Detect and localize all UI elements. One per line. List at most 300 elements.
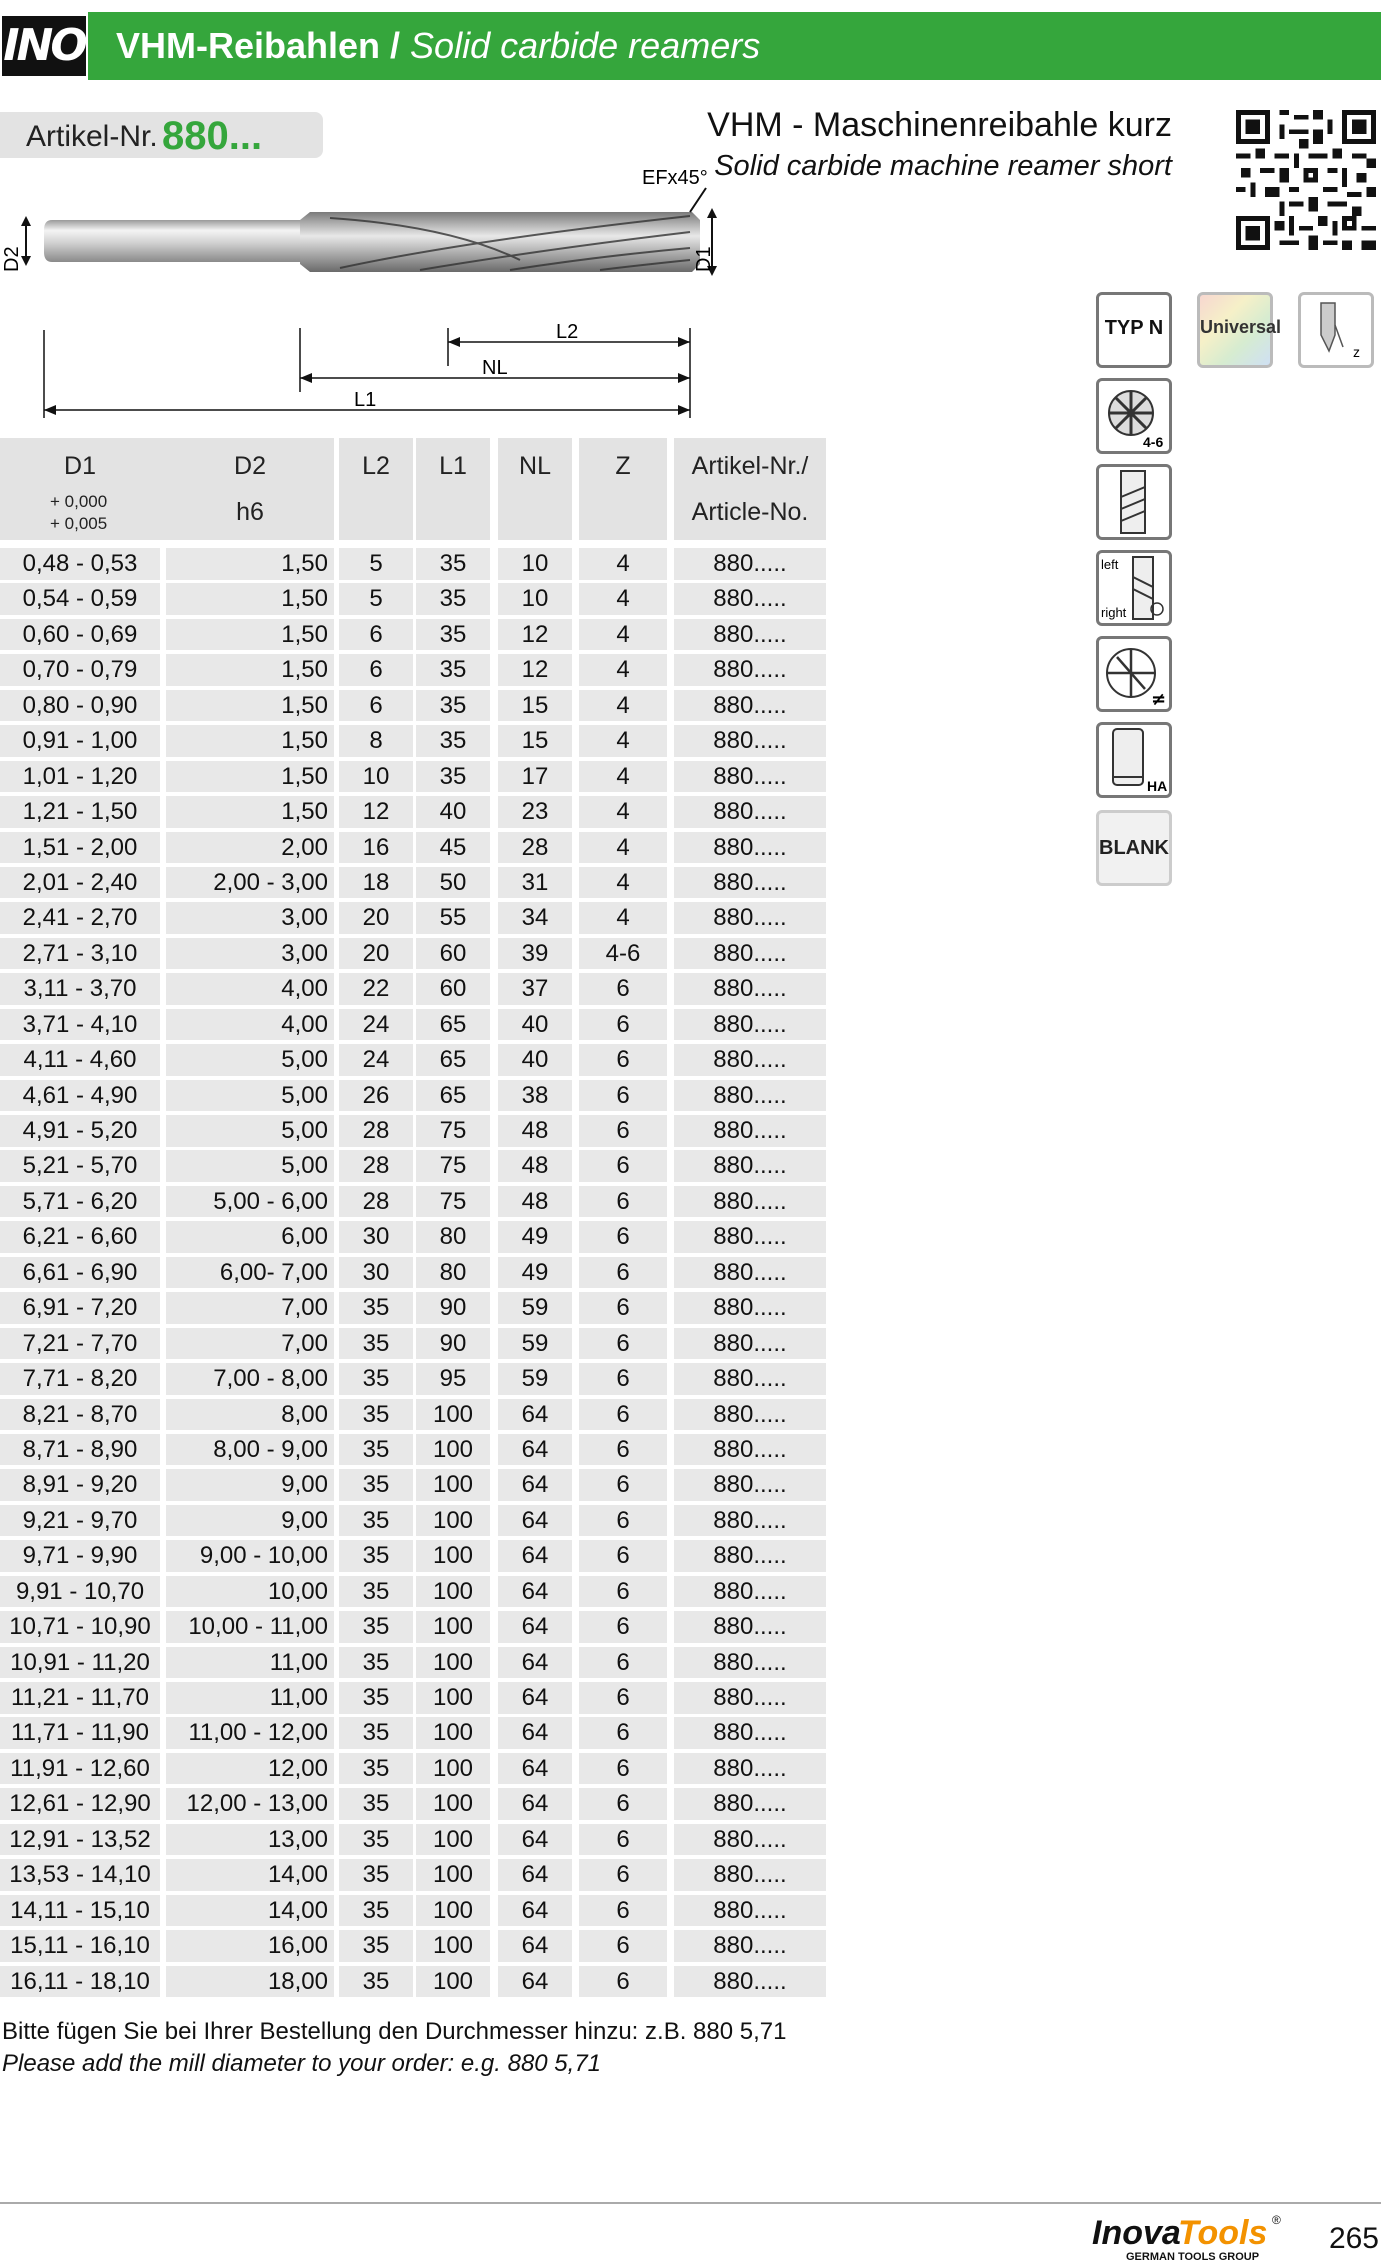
cell-d2: 9,00 [166, 1505, 334, 1537]
cell-d2: 4,00 [166, 973, 334, 1005]
cell-z: 4 [579, 725, 667, 757]
cell-article: 880..... [674, 832, 826, 864]
cell-d1: 0,60 - 0,69 [0, 619, 160, 651]
cell-l1: 90 [416, 1292, 490, 1324]
cell-d2: 14,00 [166, 1859, 334, 1891]
cell-l1: 50 [416, 867, 490, 899]
cell-l1: 65 [416, 1044, 490, 1076]
cell-d1: 9,71 - 9,90 [0, 1540, 160, 1572]
header-z-cell [579, 438, 667, 540]
table-row [0, 1538, 830, 1573]
cell-d1: 0,91 - 1,00 [0, 725, 160, 757]
cell-l1: 100 [416, 1717, 490, 1749]
cell-d2: 4,00 [166, 1009, 334, 1041]
cell-l1: 75 [416, 1186, 490, 1218]
product-title-en: Solid carbide machine reamer short [714, 150, 1172, 182]
cell-article: 880..... [674, 690, 826, 722]
cell-l2: 35 [339, 1682, 413, 1714]
cell-nl: 64 [498, 1540, 572, 1572]
cell-d2: 6,00- 7,00 [166, 1257, 334, 1289]
cell-article: 880..... [674, 938, 826, 970]
cell-article: 880..... [674, 1682, 826, 1714]
cell-l1: 90 [416, 1328, 490, 1360]
header-l2-cell [339, 438, 413, 540]
table-row [0, 1078, 830, 1113]
cell-d1: 3,71 - 4,10 [0, 1009, 160, 1041]
cell-z: 6 [579, 1328, 667, 1360]
header-d1-tol-lower: + 0,005 [50, 514, 108, 533]
cell-z: 6 [579, 1753, 667, 1785]
cell-l2: 18 [339, 867, 413, 899]
cell-d1: 6,91 - 7,20 [0, 1292, 160, 1324]
brand-main: Inova [1092, 2214, 1181, 2252]
l2-arrow-left [448, 337, 460, 347]
cell-nl: 64 [498, 1469, 572, 1501]
cell-d1: 0,70 - 0,79 [0, 654, 160, 686]
cell-l2: 20 [339, 938, 413, 970]
cell-article: 880..... [674, 1753, 826, 1785]
table-row [0, 971, 830, 1006]
cell-z: 6 [579, 1115, 667, 1147]
cell-article: 880..... [674, 1895, 826, 1927]
table-row [0, 1467, 830, 1502]
unequal-spacing-graphic [1099, 639, 1169, 709]
shank-shape [44, 220, 300, 262]
cell-article: 880..... [674, 1576, 826, 1608]
table-row [0, 759, 830, 794]
cell-article: 880..... [674, 1399, 826, 1431]
table-row [0, 546, 830, 581]
table-row [0, 1893, 830, 1928]
cell-article: 880..... [674, 761, 826, 793]
cell-l1: 80 [416, 1257, 490, 1289]
cell-l2: 35 [339, 1469, 413, 1501]
article-number: 880... [162, 114, 263, 158]
cell-nl: 34 [498, 902, 572, 934]
cell-d1: 8,91 - 9,20 [0, 1469, 160, 1501]
cell-l2: 16 [339, 832, 413, 864]
cell-z: 6 [579, 1434, 667, 1466]
cell-l2: 10 [339, 761, 413, 793]
cell-d2: 1,50 [166, 725, 334, 757]
cell-z: 6 [579, 1044, 667, 1076]
cell-l2: 35 [339, 1611, 413, 1643]
cell-d1: 10,91 - 11,20 [0, 1647, 160, 1679]
shank-ha-icon [1096, 722, 1172, 798]
cell-l2: 24 [339, 1009, 413, 1041]
cell-z: 6 [579, 1682, 667, 1714]
cell-l2: 8 [339, 725, 413, 757]
cell-d1: 4,61 - 4,90 [0, 1080, 160, 1112]
left-right-graphic [1099, 553, 1169, 623]
shank-ha-graphic [1099, 725, 1169, 795]
cell-l2: 28 [339, 1186, 413, 1218]
cell-d2: 1,50 [166, 761, 334, 793]
cell-z: 6 [579, 1788, 667, 1820]
cell-d1: 8,21 - 8,70 [0, 1399, 160, 1431]
header-l1-cell [416, 438, 490, 540]
nl-label: NL [482, 357, 508, 379]
cell-d2: 5,00 [166, 1150, 334, 1182]
cell-article: 880..... [674, 1150, 826, 1182]
table-row [0, 688, 830, 723]
cell-nl: 40 [498, 1009, 572, 1041]
cell-article: 880..... [674, 796, 826, 828]
cell-z: 4 [579, 548, 667, 580]
cell-z: 4 [579, 619, 667, 651]
l2-label: L2 [556, 321, 579, 343]
cell-article: 880..... [674, 1717, 826, 1749]
cell-z: 6 [579, 1895, 667, 1927]
cell-z: 6 [579, 1647, 667, 1679]
cell-z: 6 [579, 1080, 667, 1112]
cell-d2: 8,00 - 9,00 [166, 1434, 334, 1466]
cell-d1: 2,41 - 2,70 [0, 902, 160, 934]
table-row [0, 1255, 830, 1290]
cell-article: 880..... [674, 1044, 826, 1076]
cell-z: 4 [579, 583, 667, 615]
cell-article: 880..... [674, 1292, 826, 1324]
cell-l1: 100 [416, 1469, 490, 1501]
cell-l1: 40 [416, 796, 490, 828]
footer-divider [0, 2202, 1381, 2204]
header-z: Z [615, 452, 631, 480]
cell-article: 880..... [674, 1540, 826, 1572]
table-row [0, 1786, 830, 1821]
table-row [0, 1361, 830, 1396]
cell-l1: 60 [416, 973, 490, 1005]
d1-arrow-top [707, 208, 717, 218]
cell-d2: 3,00 [166, 902, 334, 934]
cell-d1: 9,91 - 10,70 [0, 1576, 160, 1608]
cell-nl: 49 [498, 1221, 572, 1253]
cell-d2: 5,00 - 6,00 [166, 1186, 334, 1218]
blank-label: BLANK [1099, 837, 1169, 859]
cell-l1: 100 [416, 1753, 490, 1785]
cell-l2: 6 [339, 690, 413, 722]
order-note-en: Please add the mill diameter to your order: e.g. 880 5,71 [2, 2050, 602, 2077]
table-row [0, 1680, 830, 1715]
title-separator: / [380, 25, 411, 66]
cell-d1: 12,61 - 12,90 [0, 1788, 160, 1820]
cell-z: 6 [579, 1540, 667, 1572]
cell-nl: 10 [498, 583, 572, 615]
cell-z: 6 [579, 1505, 667, 1537]
cell-d2: 1,50 [166, 548, 334, 580]
cell-d1: 10,71 - 10,90 [0, 1611, 160, 1643]
article-number-badge [0, 112, 323, 158]
cell-nl: 64 [498, 1824, 572, 1856]
table-row [0, 1928, 830, 1963]
cell-z: 6 [579, 1966, 667, 1998]
table-row [0, 1609, 830, 1644]
table-row [0, 1113, 830, 1148]
universal-label: Universal [1200, 317, 1282, 337]
cell-d2: 2,00 [166, 832, 334, 864]
table-row [0, 865, 830, 900]
table-row [0, 1042, 830, 1077]
cell-l2: 35 [339, 1930, 413, 1962]
cell-nl: 48 [498, 1150, 572, 1182]
cell-l2: 35 [339, 1753, 413, 1785]
cell-nl: 64 [498, 1717, 572, 1749]
cell-l2: 35 [339, 1399, 413, 1431]
cell-nl: 10 [498, 548, 572, 580]
spiral-flute-graphic [1099, 467, 1169, 537]
header-article-en: Article-No. [691, 498, 809, 526]
table-row [0, 1857, 830, 1892]
cell-d2: 18,00 [166, 1966, 334, 1998]
cell-nl: 37 [498, 973, 572, 1005]
header-nl-cell [498, 438, 572, 540]
brand-accent: Tools [1178, 2214, 1268, 2252]
ino-logo-text: INO [2, 16, 86, 76]
cell-article: 880..... [674, 1930, 826, 1962]
cell-z: 6 [579, 1257, 667, 1289]
cell-l2: 28 [339, 1150, 413, 1182]
cell-d1: 4,11 - 4,60 [0, 1044, 160, 1076]
cell-l2: 35 [339, 1434, 413, 1466]
cell-d2: 5,00 [166, 1044, 334, 1076]
dimensions-table [0, 438, 830, 1999]
cell-l2: 20 [339, 902, 413, 934]
cell-l1: 65 [416, 1080, 490, 1112]
cell-l2: 35 [339, 1859, 413, 1891]
cell-z: 4 [579, 867, 667, 899]
cell-d1: 2,01 - 2,40 [0, 867, 160, 899]
nl-arrow-right [678, 373, 690, 383]
typ-n-label: TYP N [1104, 317, 1164, 339]
cell-nl: 64 [498, 1576, 572, 1608]
cell-z: 6 [579, 1930, 667, 1962]
table-row [0, 1645, 830, 1680]
cell-l2: 35 [339, 1292, 413, 1324]
page-title [116, 12, 760, 80]
cell-d2: 9,00 [166, 1469, 334, 1501]
cell-l2: 12 [339, 796, 413, 828]
cell-z: 6 [579, 1576, 667, 1608]
cell-l1: 100 [416, 1576, 490, 1608]
table-row [0, 1219, 830, 1254]
cell-nl: 64 [498, 1505, 572, 1537]
table-row [0, 936, 830, 971]
table-row [0, 1397, 830, 1432]
title-de: VHM-Reibahlen [116, 25, 381, 66]
cell-d1: 7,71 - 8,20 [0, 1363, 160, 1395]
table-row [0, 1290, 830, 1325]
header-article-de: Artikel-Nr./ [691, 452, 809, 480]
cell-d2: 13,00 [166, 1824, 334, 1856]
cell-d2: 11,00 - 12,00 [166, 1717, 334, 1749]
cell-d2: 14,00 [166, 1895, 334, 1927]
cell-l1: 100 [416, 1399, 490, 1431]
cell-nl: 15 [498, 690, 572, 722]
cell-l1: 35 [416, 654, 490, 686]
cell-article: 880..... [674, 902, 826, 934]
cell-l2: 35 [339, 1647, 413, 1679]
cell-d1: 15,11 - 16,10 [0, 1930, 160, 1962]
title-en: Solid carbide reamers [410, 25, 761, 66]
cell-article: 880..... [674, 1788, 826, 1820]
cell-article: 880..... [674, 1080, 826, 1112]
header-d1-d2 [0, 438, 334, 540]
cell-l1: 100 [416, 1824, 490, 1856]
typ-n-icon [1096, 292, 1172, 368]
cell-nl: 59 [498, 1328, 572, 1360]
header-band [0, 12, 1381, 80]
cell-l1: 75 [416, 1115, 490, 1147]
cell-d1: 5,71 - 6,20 [0, 1186, 160, 1218]
cell-z: 6 [579, 973, 667, 1005]
cell-l2: 35 [339, 1328, 413, 1360]
cell-nl: 64 [498, 1859, 572, 1891]
header-article-cell [674, 438, 826, 540]
cell-l1: 100 [416, 1611, 490, 1643]
cell-d2: 5,00 [166, 1080, 334, 1112]
cell-l1: 35 [416, 548, 490, 580]
cell-nl: 15 [498, 725, 572, 757]
cell-d2: 8,00 [166, 1399, 334, 1431]
cell-nl: 48 [498, 1115, 572, 1147]
cell-z: 4 [579, 832, 667, 864]
cell-z: 6 [579, 1009, 667, 1041]
d2-arrow-top [21, 216, 31, 226]
cell-nl: 23 [498, 796, 572, 828]
cell-d2: 2,00 - 3,00 [166, 867, 334, 899]
table-row [0, 723, 830, 758]
cell-l1: 100 [416, 1505, 490, 1537]
cell-article: 880..... [674, 1434, 826, 1466]
cell-d1: 12,91 - 13,52 [0, 1824, 160, 1856]
cell-d1: 11,71 - 11,90 [0, 1717, 160, 1749]
left-label: left [1101, 557, 1119, 572]
cell-d2: 11,00 [166, 1647, 334, 1679]
cell-article: 880..... [674, 1328, 826, 1360]
cell-nl: 39 [498, 938, 572, 970]
cell-nl: 64 [498, 1682, 572, 1714]
cell-z: 4 [579, 690, 667, 722]
table-row [0, 1574, 830, 1609]
table-row [0, 1822, 830, 1857]
cell-l2: 35 [339, 1895, 413, 1927]
unequal-label: ≠ [1151, 689, 1167, 709]
cell-nl: 64 [498, 1895, 572, 1927]
cell-l1: 100 [416, 1859, 490, 1891]
flute-count-label: 4-6 [1143, 434, 1164, 450]
cell-l1: 45 [416, 832, 490, 864]
product-title-de: VHM - Maschinenreibahle kurz [707, 106, 1172, 144]
cell-z: 6 [579, 1292, 667, 1324]
cell-nl: 12 [498, 619, 572, 651]
cell-nl: 28 [498, 832, 572, 864]
cell-l2: 26 [339, 1080, 413, 1112]
table-row [0, 1715, 830, 1750]
d1-label: D1 [693, 246, 715, 272]
cell-l2: 24 [339, 1044, 413, 1076]
cell-article: 880..... [674, 1115, 826, 1147]
l1-arrow-right [678, 405, 690, 415]
cell-article: 880..... [674, 973, 826, 1005]
cell-d1: 0,54 - 0,59 [0, 583, 160, 615]
l2-arrow-right [678, 337, 690, 347]
cell-d2: 1,50 [166, 690, 334, 722]
cell-d2: 7,00 [166, 1328, 334, 1360]
unequal-spacing-icon [1096, 636, 1172, 712]
cell-l1: 55 [416, 902, 490, 934]
cell-article: 880..... [674, 1505, 826, 1537]
cell-nl: 59 [498, 1363, 572, 1395]
cell-article: 880..... [674, 1611, 826, 1643]
cell-d1: 14,11 - 15,10 [0, 1895, 160, 1927]
cell-d1: 13,53 - 14,10 [0, 1859, 160, 1891]
cell-d2: 12,00 [166, 1753, 334, 1785]
cell-d1: 5,21 - 5,70 [0, 1150, 160, 1182]
cell-article: 880..... [674, 725, 826, 757]
cell-d1: 9,21 - 9,70 [0, 1505, 160, 1537]
cell-z: 6 [579, 1717, 667, 1749]
cell-d2: 1,50 [166, 619, 334, 651]
cell-z: 6 [579, 1611, 667, 1643]
header-l1: L1 [439, 452, 467, 480]
page-number: 265 [1328, 2222, 1379, 2255]
cell-l2: 30 [339, 1257, 413, 1289]
chamfer-arrow [690, 188, 706, 212]
cell-l1: 35 [416, 690, 490, 722]
right-label: right [1101, 605, 1127, 620]
cell-d1: 3,11 - 3,70 [0, 973, 160, 1005]
nl-arrow-left [300, 373, 312, 383]
table-row [0, 1432, 830, 1467]
cell-z: 6 [579, 1363, 667, 1395]
cell-l2: 35 [339, 1505, 413, 1537]
header-l2: L2 [362, 452, 390, 480]
table-body [0, 546, 830, 1999]
cell-d2: 1,50 [166, 796, 334, 828]
cell-d2: 6,00 [166, 1221, 334, 1253]
blank-icon [1096, 810, 1172, 886]
cell-l2: 35 [339, 1540, 413, 1572]
cell-nl: 48 [498, 1186, 572, 1218]
cell-article: 880..... [674, 1966, 826, 1998]
cell-nl: 40 [498, 1044, 572, 1076]
cell-l2: 30 [339, 1221, 413, 1253]
qr-code[interactable] [1236, 108, 1376, 252]
cell-z: 4 [579, 761, 667, 793]
cell-l1: 100 [416, 1788, 490, 1820]
cell-z: 6 [579, 1150, 667, 1182]
cell-l2: 22 [339, 973, 413, 1005]
cell-d1: 6,61 - 6,90 [0, 1257, 160, 1289]
universal-icon [1197, 292, 1282, 368]
cell-d2: 5,00 [166, 1115, 334, 1147]
cell-nl: 64 [498, 1930, 572, 1962]
cell-nl: 64 [498, 1611, 572, 1643]
cell-d2: 12,00 - 13,00 [166, 1788, 334, 1820]
cell-article: 880..... [674, 583, 826, 615]
cell-l2: 5 [339, 583, 413, 615]
inovatools-logo [1092, 2210, 1292, 2262]
cell-nl: 64 [498, 1647, 572, 1679]
cell-l1: 35 [416, 619, 490, 651]
cell-d2: 10,00 - 11,00 [166, 1611, 334, 1643]
cell-l2: 6 [339, 619, 413, 651]
header-d2-tol: h6 [236, 498, 264, 526]
cell-article: 880..... [674, 1221, 826, 1253]
cell-nl: 64 [498, 1434, 572, 1466]
cutting-angle-icon [1298, 292, 1374, 368]
cell-l1: 65 [416, 1009, 490, 1041]
table-row [0, 794, 830, 829]
